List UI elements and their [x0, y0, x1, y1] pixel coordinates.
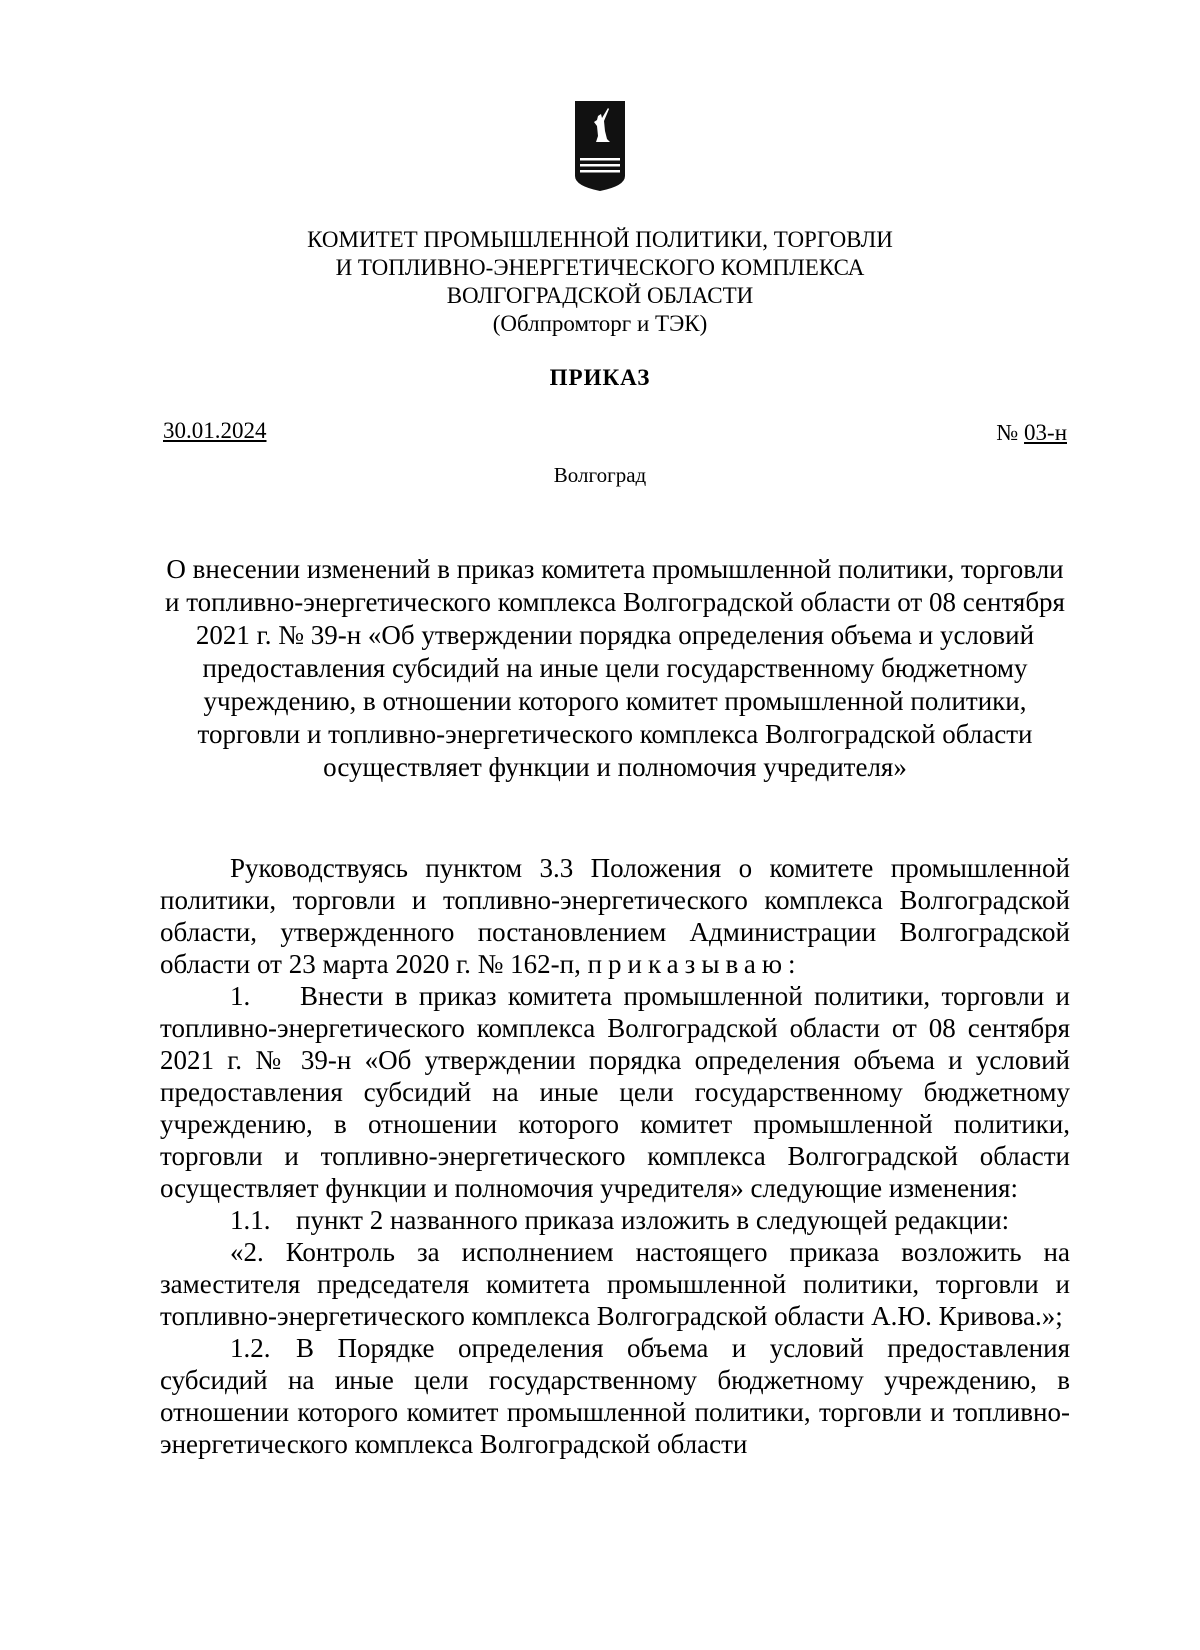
org-line: ВОЛГОГРАДСКОЙ ОБЛАСТИ: [446, 283, 754, 308]
item-1-paragraph: [160, 980, 1070, 1204]
item-1-2-text: В Порядке определения объема и условий предоставления субсидий на иные цели государственному бюджетному учреждению, в отношении которого комитет промышленной политики, торговли и топливно-энергетического комплекса Волгоградской области: [160, 1333, 1070, 1459]
coat-of-arms-icon: [574, 100, 626, 192]
org-abbreviation: (Облпромторг и ТЭК): [492, 311, 708, 336]
item-number: 1.1.: [230, 1205, 271, 1235]
item-1-1-paragraph: [160, 1204, 1070, 1236]
document-date: 30.01.2024: [163, 418, 267, 443]
document-title: О внесении изменений в приказ комитета промышленной политики, торговли и топливно-энергетического комплекса Волгоградской области от 08 сентября 2021 г. № 39-н «Об утверждении порядка определения объема и условий предоставления субсидий на иные цели государственному бюджетному учреждению, в отношении которого комитет промышленной политики, торговли и топливно-энергетического комплекса Волгоградской области осуществляет функции и полномочия учредителя»: [165, 554, 1065, 782]
number-prefix: №: [996, 420, 1025, 445]
document-type: ПРИКАЗ: [549, 365, 651, 390]
quoted-paragraph: «2. Контроль за исполнением настоящего приказа возложить на заместителя председателя комитета промышленной политики, торговли и топливно-энергетического комплекса Волгоградской области А.Ю. Кривова.»;: [160, 1237, 1070, 1331]
preamble-paragraph: [160, 852, 1070, 980]
decree-word: приказываю:: [587, 949, 802, 979]
item-1-2-paragraph: [160, 1332, 1070, 1460]
organization-header: [0, 226, 1200, 338]
org-line: И ТОПЛИВНО-ЭНЕРГЕТИЧЕСКОГО КОМПЛЕКСА: [335, 255, 865, 280]
item-number: 1.: [230, 981, 251, 1011]
item-1-text: Внести в приказ комитета промышленной политики, торговли и топливно-энергетического комплекса Волгоградской области от 08 сентября 2021 г. № 39-н «Об утверждении порядка определения объема и условий предоставления субсидий на иные цели государственному бюджетному учреждению, в отношении которого комитет промышленной политики, торговли и топливно-энергетического комплекса Волгоградской области осуществляет функции и полномочия учредителя» следующие изменения:: [160, 981, 1070, 1203]
preamble-text: Руководствуясь пунктом 3.3 Положения о комитете промышленной политики, торговли и топливно-энергетического комплекса Волгоградской области, утвержденного постановлением Администрации Волгоградской области от 23 марта 2020 г. № 162-п,: [160, 853, 1070, 979]
number-value: 03-н: [1024, 420, 1067, 445]
document-number: [996, 420, 1067, 446]
item-1-1-text: пункт 2 названного приказа изложить в следующей редакции:: [296, 1205, 1010, 1235]
document-body: [160, 852, 1070, 1460]
document-city: Волгоград: [553, 463, 647, 487]
item-number: 1.2.: [230, 1333, 271, 1363]
org-line: КОМИТЕТ ПРОМЫШЛЕННОЙ ПОЛИТИКИ, ТОРГОВЛИ: [307, 227, 893, 252]
